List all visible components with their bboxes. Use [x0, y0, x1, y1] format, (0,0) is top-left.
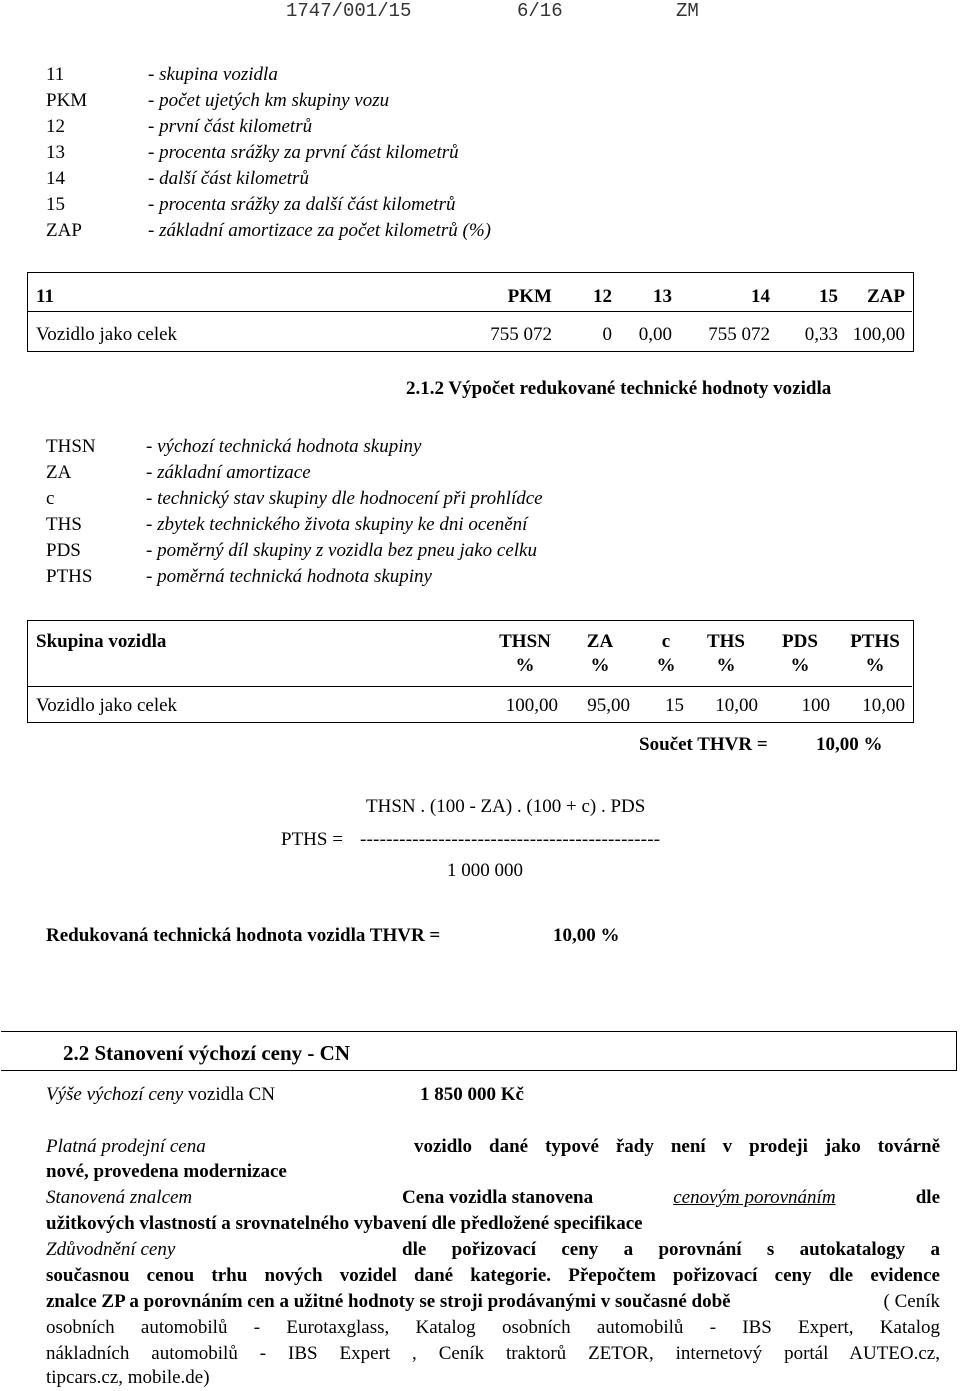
stanovena-text-a: Cena vozidla stanovena — [402, 1187, 594, 1208]
legend-code: PDS — [46, 540, 81, 561]
legend-desc: - základní amortizace za počet kilometrů (%) — [148, 220, 491, 241]
table-header-cell: PDS — [782, 631, 818, 652]
table-cell: 100 — [801, 695, 830, 716]
table-cell: 755 072 — [490, 324, 552, 345]
paragraph-line — [46, 1291, 940, 1313]
paragraph-line: nákladních automobilů - IBS Expert , Ceník traktorů ZETOR, internetový portál AUTEO.cz, — [46, 1343, 940, 1364]
thvr-table — [27, 620, 914, 723]
reduced-value-label: Redukovaná technická hodnota vozidla THVR = — [46, 925, 441, 946]
table-cell: 0,00 — [638, 324, 672, 345]
page-header — [0, 0, 960, 26]
legend-code: ZAP — [46, 220, 82, 241]
zduvodneni-text: dle pořizovací ceny a porovnání s autokatalogy a — [402, 1239, 940, 1260]
page-number: 6/16 — [517, 0, 563, 22]
document-code: ZM — [676, 0, 699, 22]
legend-code: PKM — [46, 90, 88, 111]
legend-code: 14 — [46, 168, 65, 189]
platna-text-2: nové, provedena modernizace — [46, 1161, 287, 1182]
table-header-cell: ZA — [586, 631, 614, 652]
formula-lhs: PTHS = — [281, 829, 343, 850]
legend-code: 13 — [46, 142, 65, 163]
legend-desc: - výchozí technická hodnota skupiny — [146, 436, 422, 457]
legend-code: THSN — [46, 436, 96, 457]
stanovena-label: Stanovená znalcem — [46, 1187, 193, 1208]
legend-desc: - poměrná technická hodnota skupiny — [146, 566, 432, 587]
table-divider — [27, 311, 912, 312]
legend-code: PTHS — [46, 566, 93, 587]
table-header-cell: THS — [706, 631, 746, 652]
table-header-cell: Skupina vozidla — [36, 631, 167, 652]
unit-label: % — [656, 655, 676, 676]
paragraph-bold-text: znalce ZP a porovnáním cen a užitné hodnoty se stroji prodávanými v současné době — [46, 1291, 731, 1312]
formula-fraction-line: ---------------------------------------------- — [360, 829, 661, 850]
price-label-italic: Výše výchozí ceny — [46, 1084, 184, 1105]
legend-desc: - skupina vozidla — [148, 64, 278, 85]
table-cell: 0 — [602, 324, 612, 345]
table-cell: 10,00 — [862, 695, 905, 716]
table-header-cell: c — [661, 631, 671, 652]
document-number: 1747/001/15 — [286, 0, 412, 22]
stanovena-text-b: dle — [915, 1187, 940, 1208]
unit-label: % — [865, 655, 885, 676]
table-cell: 15 — [665, 695, 684, 716]
legend-desc: - technický stav skupiny dle hodnocení při prohlídce — [146, 488, 543, 509]
table-header-cell: PKM — [507, 286, 552, 307]
unit-label: % — [790, 655, 810, 676]
platna-text: vozidlo dané typové řady není v prodeji jako továrně — [414, 1136, 940, 1157]
table-header-cell: ZAP — [867, 286, 905, 307]
table-header-cell: 14 — [751, 286, 770, 307]
paragraph-line: tipcars.cz, mobile.de) — [46, 1367, 210, 1388]
formula-numerator: THSN . (100 - ZA) . (100 + c) . PDS — [366, 796, 646, 817]
section-22-frame — [1, 1031, 957, 1071]
price-value: 1 850 000 Kč — [420, 1084, 524, 1105]
legend-desc: - procenta srážky za první část kilometrů — [148, 142, 459, 163]
unit-label: % — [590, 655, 610, 676]
legend-desc: - počet ujetých km skupiny vozu — [148, 90, 390, 111]
legend-desc: - procenta srážky za další část kilometrů — [148, 194, 456, 215]
legend-code: ZA — [46, 462, 72, 483]
legend-code: 15 — [46, 194, 65, 215]
table-cell: 100,00 — [505, 695, 558, 716]
table-divider — [27, 686, 912, 687]
legend-code: 11 — [46, 64, 65, 85]
zduvodneni-label: Zdůvodnění ceny — [46, 1239, 176, 1260]
stanovena-text-2: užitkových vlastností a srovnatelného vybavení dle předložené specifikace — [46, 1213, 643, 1234]
sum-label: Součet THVR = — [639, 734, 768, 755]
sum-value: 10,00 % — [816, 734, 883, 755]
section-heading: 2.1.2 Výpočet redukované technické hodnoty vozidla — [406, 378, 832, 399]
legend-desc: - poměrný díl skupiny z vozidla bez pneu jako celku — [146, 540, 537, 561]
legend-desc: - první část kilometrů — [148, 116, 313, 137]
platna-label: Platná prodejní cena — [46, 1136, 206, 1157]
table-header-cell: 15 — [819, 286, 838, 307]
table-cell: 755 072 — [708, 324, 770, 345]
table-cell: Vozidlo jako celek — [36, 324, 178, 345]
legend-desc: - zbytek technického života skupiny ke dni ocenění — [146, 514, 528, 535]
table-header-cell: 11 — [36, 286, 54, 307]
unit-label: % — [716, 655, 736, 676]
table-cell: 0,33 — [804, 324, 838, 345]
table-header-cell: THSN — [499, 631, 551, 652]
price-label — [46, 1084, 275, 1106]
table-header-cell: PTHS — [850, 631, 900, 652]
legend-code: 12 — [46, 116, 65, 137]
paragraph-line: osobních automobilů - Eurotaxglass, Katalog osobních automobilů - IBS Expert, Katalog — [46, 1317, 940, 1338]
paragraph-normal-text: ( Ceník — [883, 1291, 940, 1312]
paragraph-line: současnou cenou trhu nových vozidel dané kategorie. Přepočtem pořizovací ceny dle evidence — [46, 1265, 940, 1286]
legend-desc: - základní amortizace — [146, 462, 311, 483]
formula-denominator: 1 000 000 — [447, 860, 523, 881]
stanovena-text — [402, 1187, 940, 1209]
table-cell: 10,00 — [715, 695, 758, 716]
table-cell: Vozidlo jako celek — [36, 695, 178, 716]
legend-code: THS — [46, 514, 82, 535]
stanovena-text-underlined: cenovým porovnáním — [673, 1187, 836, 1208]
table-cell: 100,00 — [852, 324, 905, 345]
legend-code: c — [46, 488, 55, 509]
section-heading: 2.2 Stanovení výchozí ceny - CN — [63, 1041, 350, 1065]
unit-label: % — [515, 655, 535, 676]
table-header-cell: 12 — [593, 286, 612, 307]
price-label-rest: vozidla CN — [187, 1084, 275, 1105]
legend-desc: - další část kilometrů — [148, 168, 309, 189]
table-cell: 95,00 — [587, 695, 630, 716]
reduced-value: 10,00 % — [553, 925, 620, 946]
km-table — [27, 272, 914, 352]
table-header-cell: 13 — [653, 286, 672, 307]
